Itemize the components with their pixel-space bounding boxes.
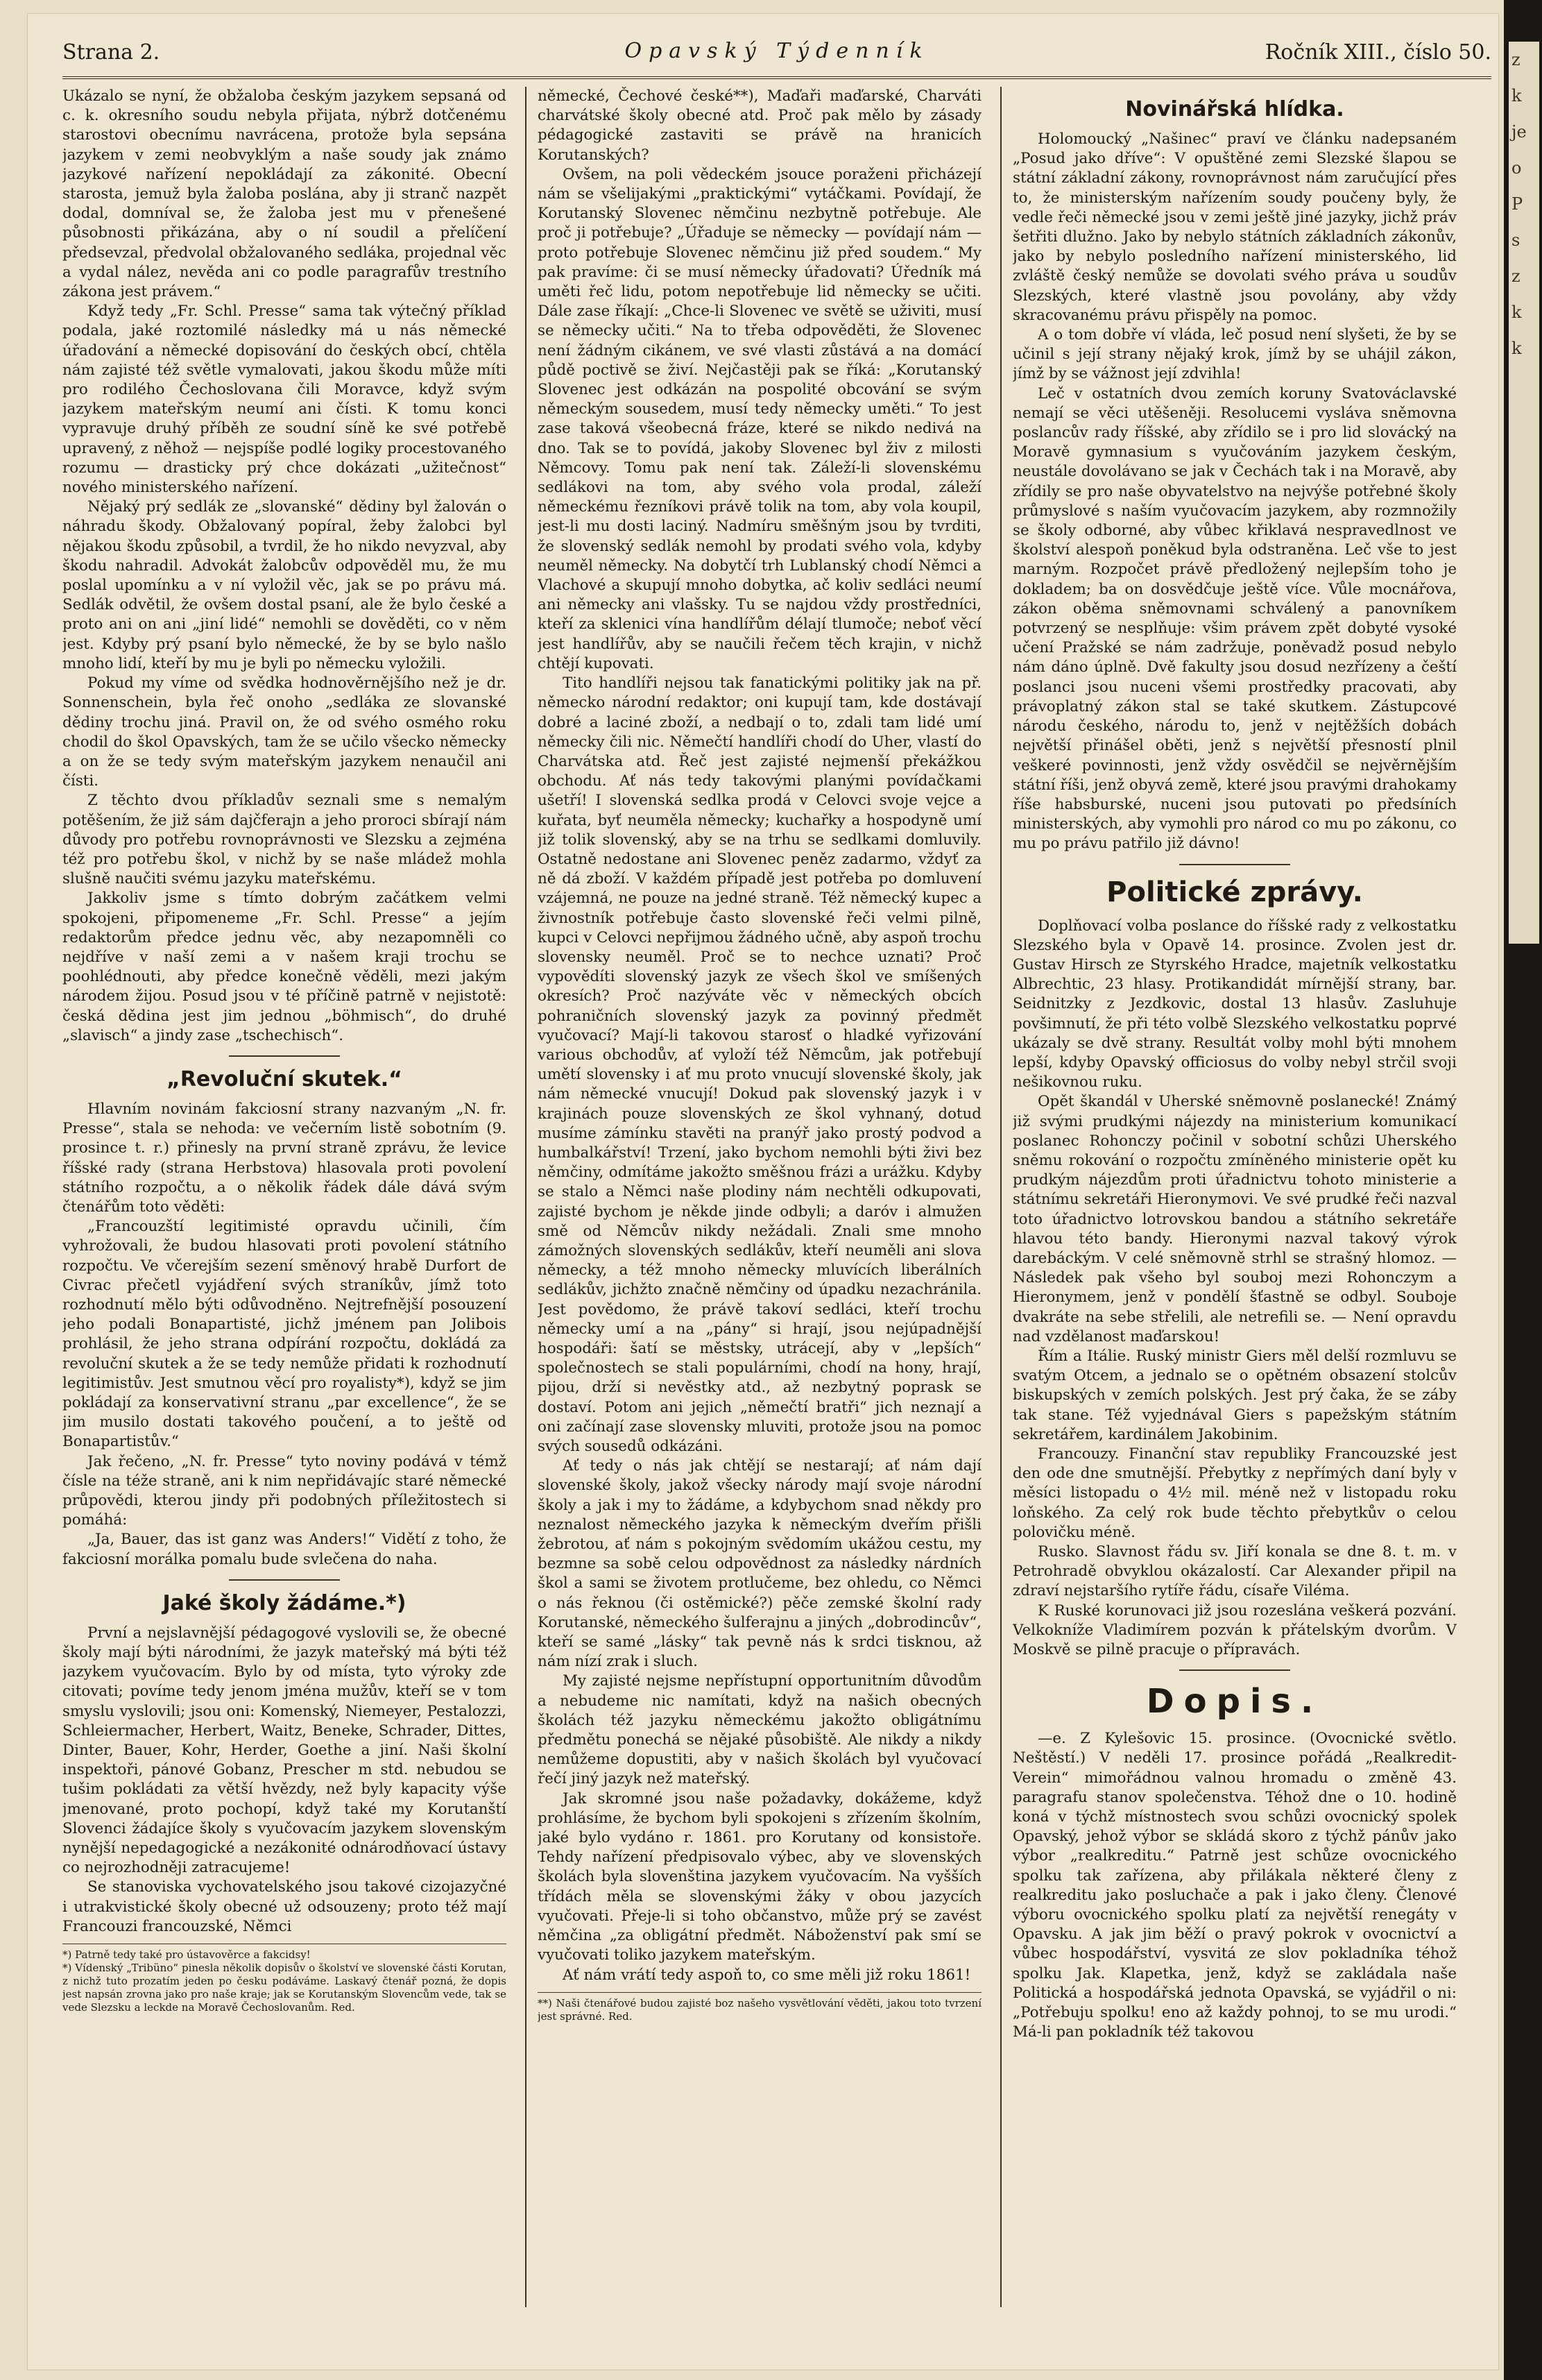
adjacent-page-edge <box>1509 42 1539 944</box>
column-3 <box>1013 87 1457 2363</box>
section-divider <box>1179 864 1290 865</box>
paragraph: Se stanoviska vychovatelského jsou takové cizojazyčné i utrakvistické školy obecné už odsouzeny; proto též mají Francouzi francouzské, Němci <box>62 1878 506 1935</box>
masthead-title: Opavský Týdenník <box>624 39 930 63</box>
paragraph: Ať nám vrátí tedy aspoň to, co sme měli již roku 1861! <box>563 1966 971 1984</box>
paragraph: Ukázalo se nyní, že obžaloba českým jazykem sepsaná od c. k. okresního soudu nebyla přijata, nýbrž dotčenému starostovi obecnímu navrácena, protože byla sepsána jazykem v zemi neobvyklým a naše soudy jak známo jazykové nařízení nepokládají za zákonité. Obecní starosta, jemuž byla žaloba poslána, aby ji stranč nazpět dodal, domníval se, že žaloba jest mu v přenešené působnosti přikázána, aby o ní soudil a přelíčení předsevzal, předvolal obžalovaného sedláka, projednal věc a vydal nález, nevěda ani co podle paragrafův trestního zákona jest právem.“ <box>62 87 506 301</box>
edge-letter: o <box>1511 158 1522 178</box>
section-divider <box>229 1579 340 1581</box>
section-divider <box>1179 1669 1290 1671</box>
paragraph: K Ruské korunovaci již jsou rozeslána veškerá pozvání. Velkokníže Vladimírem pozván k přátelským dvorům. V Moskvě se pilně pracuje o přípravách. <box>1013 1601 1457 1659</box>
column-rule-1 <box>525 87 526 2307</box>
paragraph: První a nejslavnější pédagogové vyslovili se, že obecné školy mají býti národními, že jazyk mateřský má býti též jazykem vyučovacím. Bylo by od místa, tyto výroky zde citovati; povíme tedy jenom jména mužův, kteří se v tom smyslu vyslovili; jsou oni: Komenský, Niemeyer, Pestalozzi, Schleiermacher, Herbert, Waitz, Beneke, Schrader, Dittes, Dinter, Bauer, Kohr, Herder, Goethe a jiní. Naši školní inspektoři, pánové Gobanz, Prescher m std. nebudou se tušim pokládati za větší hvězdy, než byly kapacity výše jmenované, proto pochopí, když také my Korutanští Slovenci žádajíce školy s vyučovacím jazykem slovenským nynější nepedagogické a nezákonité odnárodňovací ústavy co nejrozhodněji zatracujeme! <box>62 1624 506 1877</box>
issue-number: Ročník XIII., číslo 50. <box>1265 40 1491 65</box>
footnote: **) Naši čtenářové budou zajisté boz našeho vysvětlování věděti, jakou toto tvrzení jest správné. Red. <box>538 1996 982 2023</box>
paragraph: Rusko. Slavnost řádu sv. Jiří konala se dne 8. t. m. v Petrohradě obvyklou okázalostí. Car Alexander připil na zdraví nejstaršího rytíře řádu, císaře Viléma. <box>1013 1543 1457 1600</box>
paragraph: —e. Z Kylešovic 15. prosince. (Ovocnické světlo. Neštěstí.) V neděli 17. prosince pořádá „Realkredit-Verein“ mimořádnou valnou hromadu o změně 43. paragrafu stanov společenstva. Téhož dne o 10. hodině koná v týchž místnostech svou schůzi ovocnický spolek Opavský, jehož výbor se skládá skoro z týchž pánův jako výbor „realkreditu.“ Patrně jest schůze ovocnického spolku tak zařízena, aby přilákala některé členy z realkreditu jako posluchače a pak i jako členy. Členové výboru ovocnického spolku platí za největší renegáty v Opavsku. A jak jim běží o pravý pokrok v ovocnictví a vůbec hospodářství, vysvitá ze slov pokladníka téhož spolku Jak. Klapetka, jenž, když se zakládala naše Politická a hospodářská jednota Opavská, se vyjádřil o ni: „Potřebuju spolku! eno až každy pohnoj, to se mu urodi.“ Má-li pan pokladník též takovou <box>1013 1730 1457 2041</box>
section-divider <box>229 1055 340 1057</box>
paragraph: Jak skromné jsou naše požadavky, dokážeme, když prohlásíme, že bychom byli spokojeni s zřízením školním, jaké bylo vydáno r. 1861. pro Korutany od konsistoře. Tehdy nařízení předpisovalo výbec, aby ve slovenských školách byla slovenština jazykem vyučovacím. Na vyšších třídách měla se slovenskými žáky v obou jazycích vyučovati. Přeje-li si toho občanstvo, může prý se zavést němčina „za obligátní předmět. Náboženství pak smí se vyučovati toliko jazykem mateřským. <box>538 1790 982 1964</box>
paragraph: Hlavním novinám fakciosní strany nazvaným „N. fr. Presse“, stala se nehoda: ve večerním listě sobotním (9. prosince t. r.) přinesly na první straně zprávu, že levice říšské rady (strana Herbstova) hlasovala proti povolení státního rozpočtu, a o několik řádek dále dává svým čtenářům toto věděti: <box>62 1100 506 1216</box>
paragraph: Jak řečeno, „N. fr. Presse“ tyto noviny podává v témž čísle na téže straně, ani k nim nepřidávajíc staré německé průpovědi, kterou jindy při podobných příležitostech si pomáhá: <box>62 1452 506 1529</box>
edge-letter: je <box>1511 122 1527 142</box>
heading-jake-skoly: Jaké školy žádáme.*) <box>162 1590 406 1615</box>
paragraph: Jakkoliv jsme s tímto dobrým začátkem velmi spokojeni, připomeneme „Fr. Schl. Presse“ a jejím redaktorům předce jednu věc, aby nezapomněli co nejdříve v naší zemi a v našem kraji trochu se poohlédnouti, aby předce konečně věděli, mezi jakým národem žijou. Posud jsou v té příčině patrně v nejistotě: česká dědina jest jim jednou „böhmisch“, do druhé „slavisch“ a jindy zase „tschechisch“. <box>62 890 506 1044</box>
footnotes <box>538 1992 982 2023</box>
paragraph: Holomoucký „Našinec“ praví ve článku nadepsaném „Posud jako dříve“: V opuštěné zemi Slezské šlapou se státní základní zákony, rovnoprávnost nám zaručující přes to, že ministerským nařízením soudy poučeny byly, že vedle řeči německé jsou v zemi ještě jiné jazyky, jichž práv šetřiti dlužno. Jako by nebylo státních základních zákonův, jako by nebylo posledního nařízení ministerského, lid zvláště český nemůže se dovolati svého práva u soudův Slezských, které vlastně jsou povolány, aby vždy skracovanému právu přispěly na pomoc. <box>1013 130 1457 324</box>
paragraph: Opět škandál v Uherské sněmovně poslanecké! Známý již svými prudkými nájezdy na ministerium komunikací poslanec Rohonczy počinil v sobotní schůzi Uherského sněmu rokování o rozpočtu zmíněného ministerie opět ku prudkým nájezdům proti úřadnictvu tohoto ministerie a státnímu sekretáři Hieronymovi. Ve své prudké řeči nazval toto úřadnictvo lotrovskou bandou a státního sekretáře hlavou této bandy. Hieronymi nazval takový výrok darebáckým. V celé sněmovně strhl se strašný hlomoz. — Následek pak všeho byl souboj mezi Rohonczym a Hieronymem, jenž v pondělí šťastně se odbyl. Souboje dvakráte na sebe střelili, ale netrefili se. — Není opravdu nad vzdělanost maďarskou! <box>1013 1093 1457 1345</box>
paragraph: Tito handlíři nejsou tak fanatickými politiky jak na př. německo národní redaktor; oni kupují tam, kde dostávají dobré a laciné zboží, a nedbají o to, zdali tam lidé umí německy čili nic. Němečtí handlíři chodí do Uher, vlastí do Charvátska atd. Řeč jest zajisté nejmenší překážkou obchodu. Ať nás tedy takovými planými povídačkami ušetří! I slovenská sedlka prodá v Celovci svoje vejce a kuřata, byť neuměla německy; kuchařky a hospodyně umí již tolik slovenský, aby se na trhu se sedlkami domluvily. Ostatně nedostane ani Slovenec peněz zadarmo, vždyť za ně dá zboží. V každém případě jest potřeba po domluvení vzájemná, ne pouze na jedné straně. Též německý kupec a živnostník potřebuje často slovenské řeči velmi pilně, kupci v Celovci nepřijmou žádného učně, aby aspoň trochu slovensky neuměl. Proč se to nechce uznati? Proč vypovědíti slovenský jazyk ze všech škol ve smíšených okresích? Proč nazýváte věc v německých obcích pohraničních slovenský jazyk za povinný předmět vyučovací? Mají-li takovou starosť o hladké vyřizování various obchodův, ať vyloží též Němcům, jak potřebují umětí slovensky i ať mu proto vnucují slovenské školy, jak nám německé vnucují! Dokud pak slovenský jazyk i v krajinách pouze slovenských ze škol vyhnaný, dotud musíme zámínku stavěti na pranýř jako prostý podvod a humbalkářství! Trzení, jako bychom nemohli býti živi bez němčiny, odmítáme jakožto směšnou frázi a urážku. Kdyby se stalo a Němci naše plodiny nám nechtěli odkupovati, zajisté bychom je někde jinde odbyli; a daróv i almužen smě od Němcův nikdy nežádali. Znali sme mnoho zámožných slovenských sedlákův, kteří neuměli ani slova německy, a též mnoho německy mluvících liberálních sedlákův, jichžto značně němčiny od úpadku nezachránila. Jest povědomo, že právě takoví sedláci, kteří trochu německy umí a na „pány“ si hrají, jsou nejúpadnější hospodáři: šatí se městsky, utrácejí, aby v „lepších“ společnostech se stali populárními, chodí na hony, hrají, pijou, drží si nevěstky atd., až nezbytný poprask se dostaví. Potom ani jejich „němečtí bratři“ jich neznají a oni začínají zase slovensky mluviti, protože jsou na pomoc svých sousedů odkázáni. <box>538 674 982 1456</box>
paragraph: A o tom dobře ví vláda, leč posud není slyšeti, že by se učinil s její strany nějaký krok, jímž by se uhájil zákon, jímž by se vážnost její zdvihla! <box>1013 326 1457 383</box>
edge-letter: k <box>1511 303 1522 322</box>
paragraph: Doplňovací volba poslance do říšské rady z velkostatku Slezského byla v Opavě 14. prosince. Zvolen jest dr. Gustav Hirsch ze Styrského Hradce, majetník velkostatku Albrechtic, 23 hlasy. Protikandidát mírnější strany, bar. Seidnitzky z Jezdkovic, dostal 13 hlasův. Zasluhuje povšimnutí, že při této volbě Slezského velkostatku poprvé ukázaly se dvě strany. Resultát volby mohl býti mnohem lepší, kdyby Opavský officiosus do volby nebyl strčil svoji nešikovnou ruku. <box>1013 917 1457 1091</box>
paragraph: „Ja, Bauer, das ist ganz was Anders!“ Vidětí z toho, že fakciosní morálka pomalu bude svlečena do naha. <box>62 1531 506 1568</box>
paragraph: Ať tedy o nás jak chtějí se nestarají; ať nám dají slovenské školy, jakož všecky národy mají svoje národní školy a jak i my to žádáme, a kdybychom snad někdy pro neznalost německého jazyka k německým dveřím přišli žebrotou, ať nám s pokojným svědomím ukážou cestu, my bezmne sa sobě celou odpovědnost za následky nárdních škol a sami se životem protlučeme, bez ohledu, co Němci o nás řeknou (či ostěmické?) pěče zemské školní rady Korutanské, německého šulferajnu a jiných „dobrodincův“, kteří se samé „lásky“ tak pevně nás k srdci tisknou, až nám nízí zrak i sluch. <box>538 1457 982 1671</box>
paragraph: Když tedy „Fr. Schl. Presse“ sama tak výtečný příklad podala, jaké roztomilé následky má u nás německé úřadování a německé dopisování do českých obcí, chtěla nám zajisté též světle vymalovati, jakou škodu může míti pro rodilého Čechoslovana čili Moravce, když svým jazykem mateřským neumí ani čísti. K tomu konci vypravuje druhý příběh ze soudní síně ke své potřebě upravený, z něhož — nejspíše podlé logiky procestovaného rozumu — drasticky prý chce dokázati „užitečnost“ nového ministerského nařízení. <box>62 303 506 497</box>
edge-letter: k <box>1511 86 1522 105</box>
column-2 <box>538 87 982 2363</box>
footnote: *) Patrně tedy také pro ústavověrce a fakcidsy! <box>62 1948 311 1962</box>
heading-dopis: Dopis. <box>1146 1682 1323 1722</box>
paragraph: Leč v ostatních dvou zemích koruny Svatováclavské nemají se věci utěšeněji. Resolucemi vysláva sněmovna poslancův rady říšské, aby zřídilo se i pro lid slovácký na Moravě gymnasium s vyučováním jazykem českým, neustále dovolávano se jak v Čechách tak i na Moravě, aby zřídily se pro naše obyvatelstvo na nejvýše potřebné školy průmyslové s naším vyučovacím jazykem, aby rozmnožily se školy odborné, aby vůbec křiklavá nespravedlnost ve školství alespoň poněkud byla odstraněna. Leč vše to jest marným. Rozpočet právě předložený nejlepším toho je dokladem; ba on dosvědčuje ještě více. Vůle mocnářova, zákon oběma sněmovnami schválený a panovníkem potvrzený se nesplňuje: všim právem zpět dobyté vysoké učení Pražské se nám zadržuje, poněvadž posud nebylo nám dáno úplně. Dvě fakulty jsou dosud nezřízeny a čeští poslanci jsou nuceni všemi prostředky pracovati, aby právoplatný zákon stal se také skutkem. Zástupcové národu českého, národu to, jenž v nejtěžších dobách největší přinášel oběti, jenž s největší přesností plnil veškeré povinnosti, jenž vždy osvědčil se nejvěrnějším státní říši, jenž obyvá země, které jsou pravými drahokamy říše habsburské, nuceni jsou putovati po předsíních ministerských, aby vymohli pro národ co mu po zákonu, co mu po právu patřilo již dávno! <box>1013 384 1457 853</box>
paragraph: „Francouzští legitimisté opravdu učinili, čím vyhrožovali, že budou hlasovati proti povolení státního rozpočtu. Ve včerejším sezení směnový hrabě Durfort de Civrac přečetl vyjádření svých straníkův, jímž toto rozhodnutí mělo býti odůvodněno. Nejtrefnější posouzení jeho podali Bonapartisté, jichž jménem pan Jolibois prohlásil, že jeho strana odpírání rozpočtu, dokládá za revoluční skutek a že se tedy nemůže přidati k rozhodnutí legitimistův. Jest smutnou věcí pro royalisty*), když se jim pokládají za konservativní stranu „par excellence“, že se jim musilo dostati takového poučení, a to ještě od Bonapartistův.“ <box>62 1218 506 1451</box>
heading-politicke-zpravy: Politické zprávy. <box>1106 876 1363 908</box>
paragraph: My zajisté nejsme nepřístupní opportunitním důvodům a nebudeme nic namítati, když na našich obecných školách též jazyku německému jakožto obligátnímu předmětu ponechá se nějaké působiště. Ale nikdy a nikdy nemůžeme dopustiti, aby v našich školách byl vyučovací řečí jiný jazyk než mateřský. <box>538 1672 982 1788</box>
paragraph: Francouzy. Finanční stav republiky Francouzské jest den ode dne smutnější. Přebytky z nepřímých daní byly v měsíci listopadu o 4½ mil. méně než v listopadu roku loňského. Za celý rok bude těchto přebytkův o celou polovičku méně. <box>1013 1445 1457 1541</box>
newspaper-page <box>28 14 1498 2370</box>
edge-letter: z <box>1511 50 1520 69</box>
edge-letter: z <box>1511 266 1520 286</box>
paragraph: Z těchto dvou příkladův seznali sme s nemalým potěšením, že již sám dajčferajn a jeho proroci sbírají nám důvody pro potřebu rovnoprávnosti ve Slezsku a zejména též pro potřebu škol, v nichž by se naše mládež mohla slušně naučiti svému jazyku mateřskému. <box>62 792 506 888</box>
paragraph: Ovšem, na poli vědeckém jsouce poraženi přicházejí nám se všelijakými „praktickými“ vytáčkami. Povídají, že Korutanský Slovenec němčinu nezbytně potřebuje. Ale proč ji potřebuje? „Úřaduje se německy — povídají nám — proto potřebuje Slovenec němčinu již před soudem.“ My pak pravíme: či se musí německy úřadovati? Úředník má uměti řeč lidu, potom nepotřebuje lid německy se učiti. Dále zase říkají: „Chce-li Slovenec ve světě se uživiti, musí se německy učiti.“ Na to třeba odpověděti, že Slovenec není žádným cikánem, ve své vlasti zůstává a na domácí půdě poctivě se živí. Nejčastěji pak se říká: „Korutanský Slovenec jest odkázán na pospolité obcování se svým německým sousedem, musí tedy německy uměti.“ To jest zase taková všeobecná fráze, které se nikdo nedivá na dno. Tak se to povídá, jakoby Slovenec byl živ z milosti Němcovy. Tomu pak není tak. Záleží-li slovenskému sedlákovi na tom, aby svého vola prodal, záleží německému řezníkovi právě tolik na tom, aby vola koupil, jest-li mu dosti laciný. Nadmíru směšným jsou by tvrditi, že slovenský sedlák nemohl by prodati svého vola, kdyby neuměl německy. Na dobytčí trh Lublanský chodí Němci a Vlachové a skupují mnoho dobytka, ač koliv sedláci neumí ani německy ani vlašsky. Tu se najdou vždy prostředníci, kteří za sklenici vína handlířům délají tlumoče; neboť věcí jest handlířův, aby se naučili řečem těch krajin, v nichž chtějí kupovati. <box>538 165 982 672</box>
page-header <box>62 35 1491 79</box>
footnote: *) Vídenský „Tribüno“ pinesla několik dopisův o školství ve slovenské části Korutan, z nichž tuto prozatím jeden po česku podáváme. Laskavý čtenář pozná, že dopis jest napsán zrovna jako pro naše kraje; jak se Korutanským Slovencům vede, tak se vede Slezsku a leckde na Moravě Čechoslovanům. Red. <box>62 1962 506 2014</box>
paragraph: Nějaký prý sedlák ze „slovanské“ dědiny byl žalován o náhradu škody. Obžalovaný popíral, žeby žalobci byl nějakou škodu způsobil, a tvrdil, že ho nikdo nevyzval, aby škodu nahradil. Advokát žalobcův odpověděl mu, že mu poslal upomínku a v ní vyložil věc, jak se po právu má. Sedlák odvětil, že ovšem dostal psaní, ale že bylo české a proto ani on ani „jiní lidé“ nemohli se dověděti, co v něm jest. Kdyby prý psaní bylo německé, že by se bylo našlo mnoho lidí, kteří by mu je byli po německu vyložili. <box>62 498 506 672</box>
column-rule-2 <box>1000 87 1002 2307</box>
column-1 <box>62 87 506 2363</box>
edge-letter: k <box>1511 339 1522 358</box>
edge-letter: s <box>1511 230 1520 250</box>
page-number: Strana 2. <box>62 40 160 65</box>
heading-revolucni-skutek: „Revoluční skutek.“ <box>166 1066 402 1091</box>
heading-novinarska-hlidka: Novinářská hlídka. <box>1125 97 1344 121</box>
paragraph: Řím a Itálie. Ruský ministr Giers měl delší rozmluvu se svatým Otcem, a jednalo se o opětném obsazení stolcův biskupských v zemích polských. Jest prý čaka, že se záby tak stane. Též vyjednával Giers s papežským státním sekretářem, kardinálem Jakobinim. <box>1013 1347 1457 1443</box>
paragraph: německé, Čechové české**), Maďaři maďarské, Charváti charvátské školy obecné atd. Proč pak mělo by zásady pédagogické zastaviti se právě na hranicích Korutanských? <box>538 87 982 164</box>
edge-letter: P <box>1511 194 1523 214</box>
paragraph: Pokud my víme od svědka hodnověrnějšího než je dr. Sonnenschein, byla řeč onoho „sedláka ze slovanské dědiny trochu jiná. Pravil on, že od svého osmého roku chodil do škol Opavských, tam že se učilo všecko německy a on že se tedy svým mateřským jazykem nenaučil ani čísti. <box>62 674 506 790</box>
footnotes <box>62 1944 506 2014</box>
